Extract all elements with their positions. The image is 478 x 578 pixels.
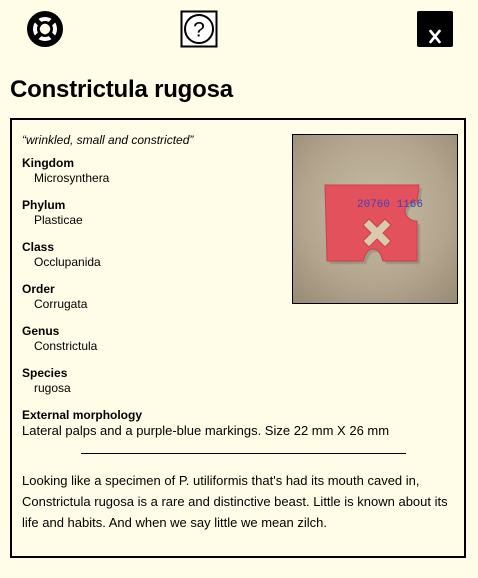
species-value: rugosa: [34, 381, 71, 395]
class-label: Class: [22, 240, 55, 254]
field-order: [22, 282, 87, 312]
morphology-value: Lateral palps and a purple-blue markings. Size 22 mm X 26 mm: [22, 423, 390, 438]
divider: [81, 453, 406, 454]
field-phylum: [22, 198, 83, 228]
phylum-value: Plasticae: [34, 213, 83, 227]
genus-label: Genus: [22, 324, 60, 338]
genus-value: Constrictula: [34, 339, 98, 353]
specimen-card: [10, 118, 466, 558]
svg-text:?: ?: [193, 18, 205, 42]
lifebuoy-icon[interactable]: [26, 10, 64, 48]
bread-clip-image: [293, 135, 457, 303]
order-label: Order: [22, 282, 55, 296]
kingdom-value: Microsynthera: [34, 171, 110, 185]
species-label: Species: [22, 366, 68, 380]
page-title: Constrictula rugosa: [10, 76, 233, 103]
field-genus: [22, 324, 97, 354]
specimen-photo: [292, 134, 458, 304]
field-class: [22, 240, 101, 270]
clip-code: 20760 1166: [357, 199, 424, 211]
phylum-label: Phylum: [22, 198, 66, 212]
tagline: “wrinkled, small and constricted”: [22, 133, 194, 147]
field-kingdom: [22, 156, 109, 186]
question-mark-icon[interactable]: [180, 10, 218, 48]
order-value: Corrugata: [34, 297, 88, 311]
description: Looking like a specimen of P. utiliformis that's had its mouth caved in, Constrictula rugosa is a rare and distinctive beast. Little is known about its life and habits. And when we say little we mean zilch.: [22, 473, 448, 530]
morphology-label: External morphology: [22, 408, 143, 422]
class-value: Occlupanida: [34, 255, 101, 269]
field-species: [22, 366, 71, 396]
close-icon[interactable]: [416, 10, 454, 48]
field-morphology: [22, 408, 389, 439]
kingdom-label: Kingdom: [22, 156, 74, 170]
